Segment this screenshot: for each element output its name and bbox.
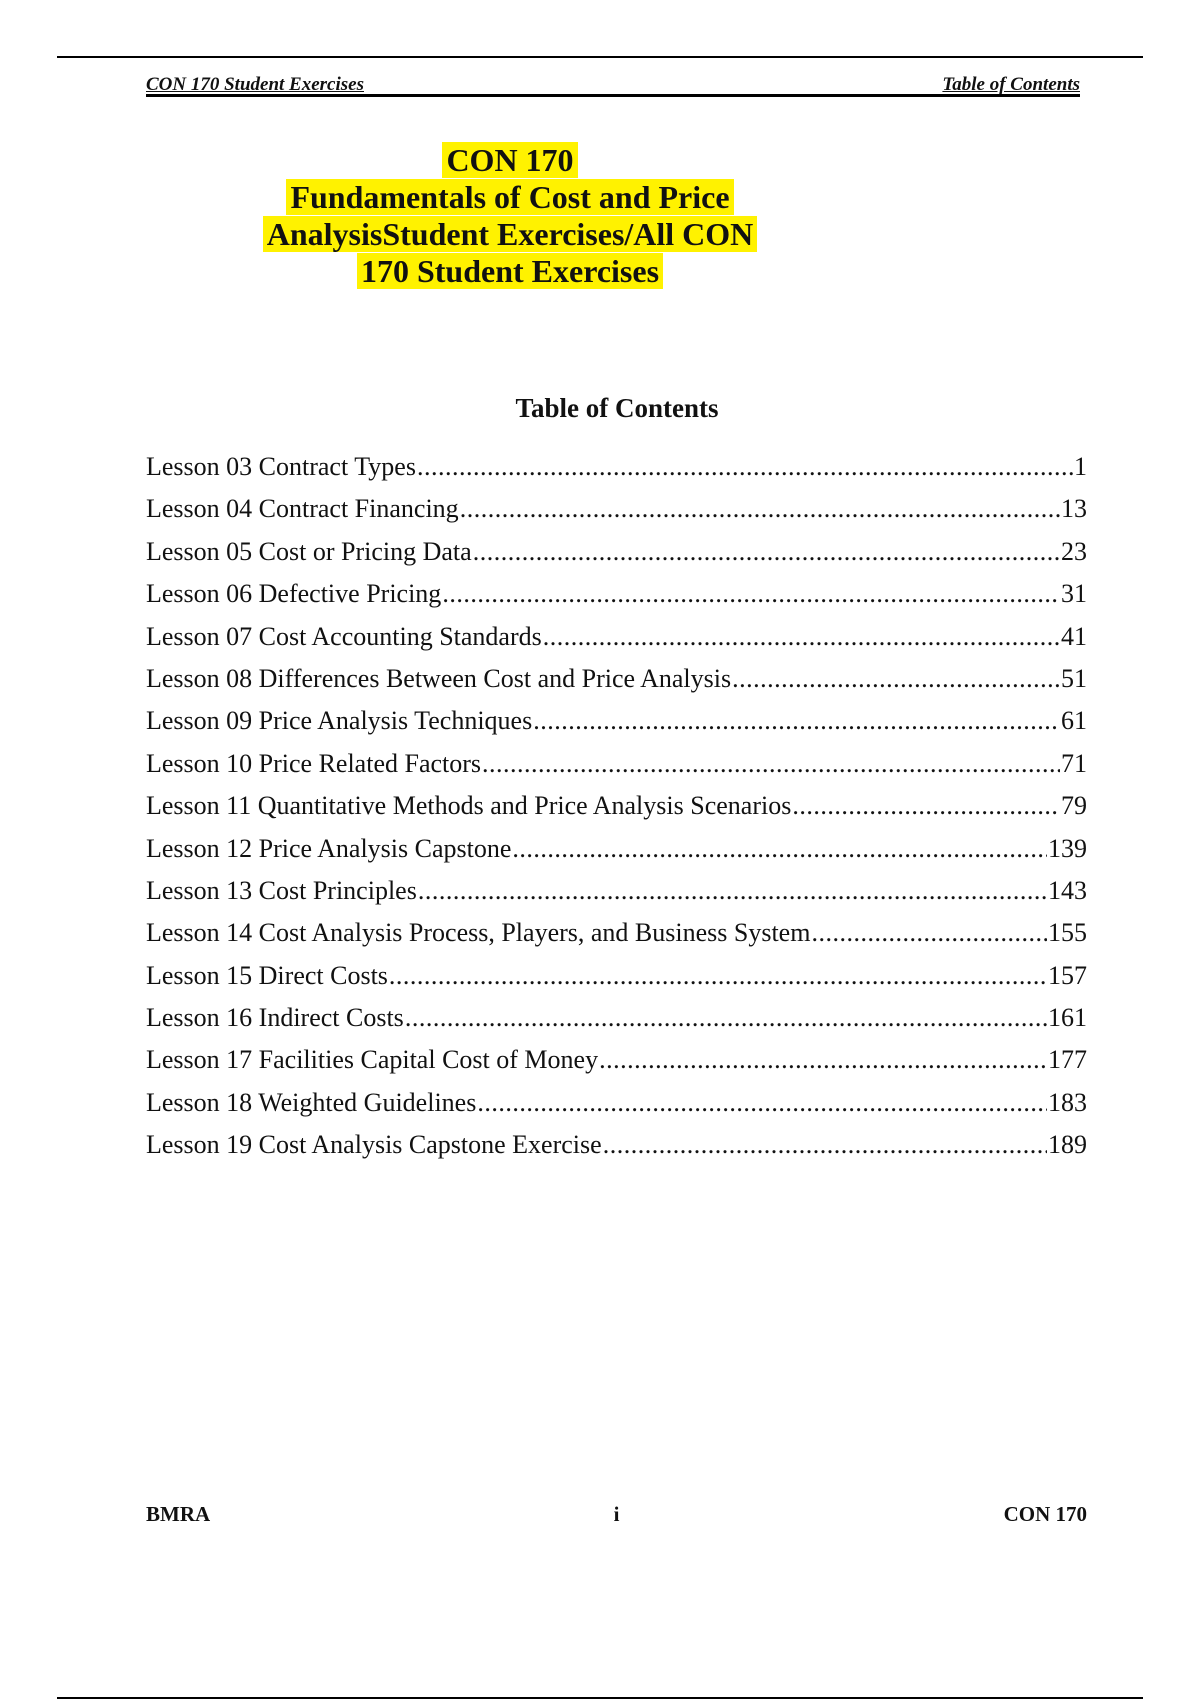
toc-entry-leader [599, 1045, 1047, 1075]
bottom-rule [57, 1697, 1143, 1699]
toc-heading: Table of Contents [515, 393, 719, 423]
toc-entry-page: 23 [1061, 536, 1087, 566]
toc-entry-leader [418, 876, 1047, 906]
toc-entry-title: Lesson 13 Cost Principles [146, 875, 417, 905]
page-footer [146, 1502, 1087, 1528]
toc-entry-page: 161 [1048, 1003, 1087, 1033]
toc-entry-title: Lesson 05 Cost or Pricing Data [146, 536, 472, 566]
toc-entry-title: Lesson 16 Indirect Costs [146, 1003, 404, 1033]
header-document-title: CON 170 Student Exercises [146, 74, 364, 95]
header-section-title: Table of Contents [942, 74, 1080, 95]
toc-entry[interactable] [146, 664, 1087, 706]
toc-entry-page: 41 [1061, 621, 1087, 651]
toc-entry[interactable] [146, 1003, 1087, 1045]
footer-course: CON 170 [1003, 1502, 1087, 1526]
toc-entry-leader [460, 494, 1060, 524]
toc-entry-title: Lesson 18 Weighted Guidelines [146, 1087, 477, 1117]
toc-entry-title: Lesson 14 Cost Analysis Process, Players, and Business System [146, 918, 811, 948]
toc-entry-title: Lesson 08 Differences Between Cost and Price Analysis [146, 663, 732, 693]
toc-entry[interactable] [146, 537, 1087, 579]
toc-entry-page: 177 [1048, 1045, 1087, 1075]
toc-entry-leader [512, 834, 1047, 864]
toc-entry-page: 13 [1061, 494, 1087, 524]
running-header [146, 71, 1080, 97]
toc-entry-title: Lesson 15 Direct Costs [146, 960, 388, 990]
toc-entry-title: Lesson 19 Cost Analysis Capstone Exercise [146, 1130, 602, 1160]
toc-entry-title: Lesson 10 Price Related Factors [146, 748, 482, 778]
top-rule [57, 56, 1143, 58]
toc-entry[interactable] [146, 622, 1087, 664]
toc-entry-page: 71 [1061, 748, 1087, 778]
toc-entry-leader [543, 622, 1060, 652]
toc-entry-leader [792, 791, 1060, 821]
toc-entry-page: 51 [1061, 663, 1087, 693]
toc-entry-page: 189 [1048, 1130, 1087, 1160]
toc-entry-leader [603, 1130, 1047, 1160]
toc-entry[interactable] [146, 494, 1087, 536]
toc-entry-page: 61 [1061, 706, 1087, 736]
toc-entry[interactable] [146, 1130, 1087, 1172]
footer-organization: BMRA [146, 1502, 211, 1526]
toc-entry-page: 155 [1048, 918, 1087, 948]
toc-entry-title: Lesson 12 Price Analysis Capstone [146, 833, 512, 863]
toc-entry-title: Lesson 04 Contract Financing [146, 494, 459, 524]
toc-entry[interactable] [146, 1088, 1087, 1130]
title-line-2: Fundamentals of Cost and Price [286, 179, 733, 215]
toc-entry-leader [417, 452, 1073, 482]
toc-entry-leader [473, 537, 1060, 567]
document-title [240, 142, 780, 290]
toc-entry-leader [389, 961, 1047, 991]
toc-entry-page: 143 [1048, 875, 1087, 905]
toc-entry-leader [732, 664, 1060, 694]
toc-entry[interactable] [146, 706, 1087, 748]
toc-entry-page: 1 [1074, 452, 1087, 481]
toc-entry-leader [477, 1088, 1047, 1118]
toc-entry[interactable] [146, 579, 1087, 621]
toc-entry[interactable] [146, 918, 1087, 960]
title-line-3: AnalysisStudent Exercises/All CON [263, 216, 758, 252]
toc-entry-leader [482, 749, 1060, 779]
toc-entry[interactable] [146, 1045, 1087, 1087]
toc-entry-title: Lesson 03 Contract Types [146, 452, 416, 481]
toc-entry-title: Lesson 07 Cost Accounting Standards [146, 621, 542, 651]
toc-entry[interactable] [146, 749, 1087, 791]
title-line-4: 170 Student Exercises [357, 253, 663, 289]
toc-entry[interactable] [146, 961, 1087, 1003]
toc-entry-leader [442, 579, 1060, 609]
toc-entry-page: 139 [1048, 833, 1087, 863]
toc-entry[interactable] [146, 452, 1087, 494]
toc-entry-title: Lesson 11 Quantitative Methods and Price Analysis Scenarios [146, 791, 792, 821]
toc-entry[interactable] [146, 834, 1087, 876]
footer-page-number: i [613, 1502, 620, 1526]
toc-entry-title: Lesson 06 Defective Pricing [146, 579, 442, 609]
toc-entry-leader [811, 918, 1047, 948]
toc-entry-title: Lesson 09 Price Analysis Techniques [146, 706, 533, 736]
toc-entry-page: 183 [1048, 1087, 1087, 1117]
toc-entry[interactable] [146, 876, 1087, 918]
toc-entry-page: 31 [1061, 579, 1087, 609]
toc-entry-title: Lesson 17 Facilities Capital Cost of Money [146, 1045, 599, 1075]
toc-entry-page: 79 [1061, 791, 1087, 821]
toc-entry-leader [405, 1003, 1047, 1033]
toc-list [146, 452, 1087, 1173]
toc-entry[interactable] [146, 791, 1087, 833]
title-line-1: CON 170 [442, 142, 577, 178]
toc-entry-page: 157 [1048, 960, 1087, 990]
toc-entry-leader [533, 706, 1060, 736]
